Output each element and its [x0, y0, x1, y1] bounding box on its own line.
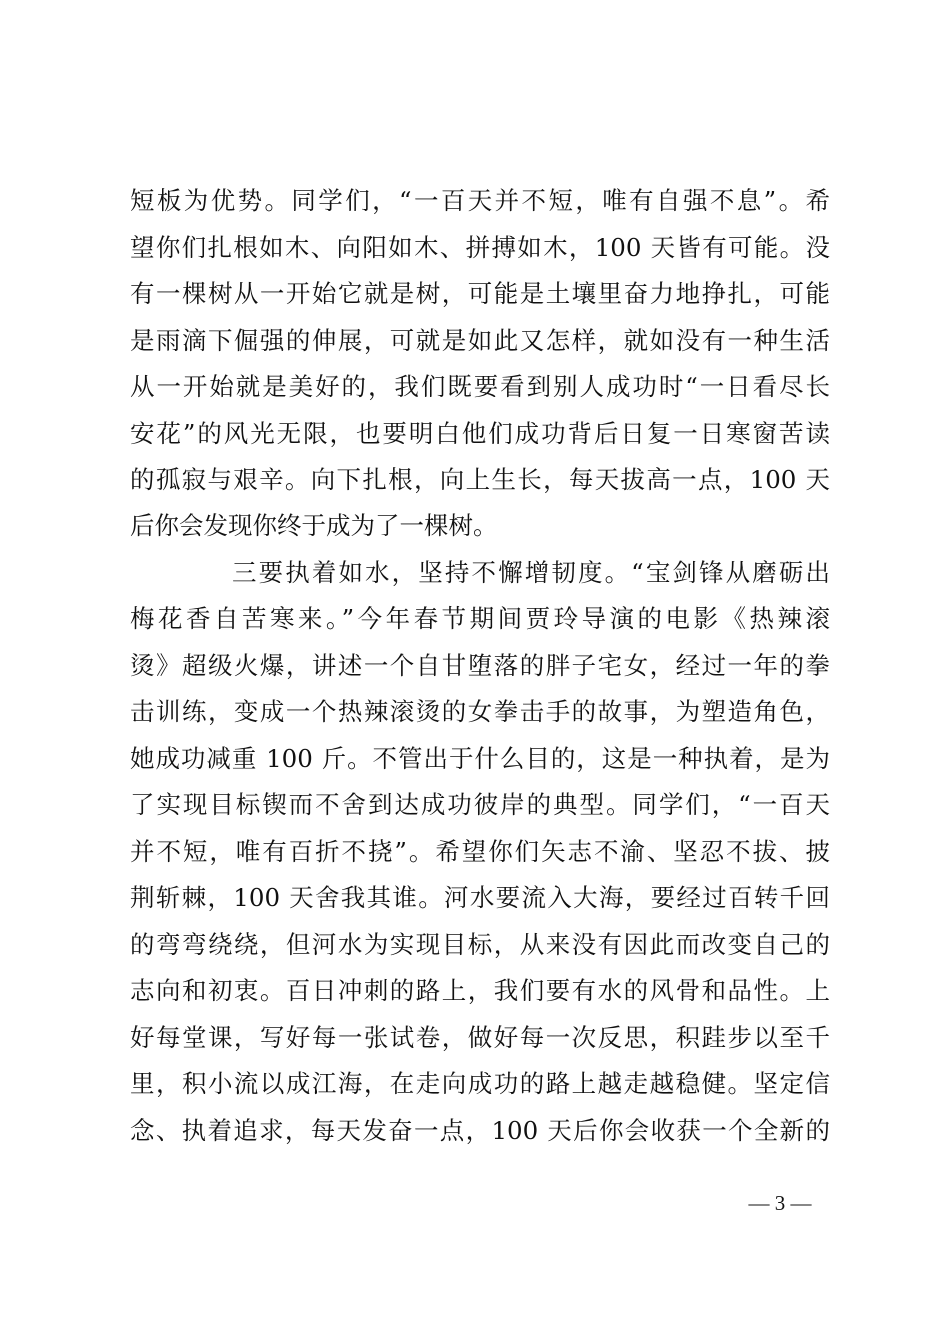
- text-line: 了实现目标锲而不舍到达成功彼岸的典型。同学们，“一百天: [130, 790, 830, 819]
- text-line: 从一开始就是美好的，我们既要看到别人成功时“一日看尽长: [130, 372, 830, 401]
- text-line: 梅花香自苦寒来。”今年春节期间贾玲导演的电影《热辣滚: [130, 604, 830, 633]
- text-line: 她成功减重 100 斤。不管出于什么目的，这是一种执着，是为: [130, 744, 830, 773]
- text-line: 荆斩棘，100 天舍我其谁。河水要流入大海，要经过百转千回: [130, 883, 830, 912]
- text-line: 望你们扎根如木、向阳如木、拼搏如木，100 天皆有可能。没: [130, 233, 830, 262]
- text-line: 的孤寂与艰辛。向下扎根，向上生长，每天拔高一点，100 天: [130, 465, 830, 494]
- text-line: 烫》超级火爆，讲述一个自甘堕落的胖子宅女，经过一年的拳: [130, 651, 830, 680]
- text-line: 击训练，变成一个热辣滚烫的女拳击手的故事，为塑造角色，: [130, 697, 830, 726]
- text-line: 的弯弯绕绕，但河水为实现目标，从来没有因此而改变自己的: [130, 930, 830, 959]
- text-line: 志向和初衷。百日冲刺的路上，我们要有水的风骨和品性。上: [130, 976, 830, 1005]
- text-line: 念、执着追求，每天发奋一点，100 天后你会收获一个全新的: [130, 1116, 830, 1145]
- paragraph-start-line: 三要执着如水，坚持不懈增韧度。“宝剑锋从磨砺出: [232, 558, 830, 587]
- text-line: 有一棵树从一开始它就是树，可能是土壤里奋力地挣扎，可能: [130, 279, 830, 308]
- text-line: 里，积小流以成江海，在走向成功的路上越走越稳健。坚定信: [130, 1069, 830, 1098]
- text-line: 是雨滴下倔强的伸展，可就是如此又怎样，就如没有一种生活: [130, 326, 830, 355]
- text-line: 安花”的风光无限，也要明白他们成功背后日复一日寒窗苦读: [130, 419, 830, 448]
- text-line: 短板为优势。同学们，“一百天并不短，唯有自强不息”。希: [130, 186, 830, 215]
- page-number: — 3 —: [748, 1191, 812, 1215]
- text-line: 好每堂课，写好每一张试卷，做好每一次反思，积跬步以至千: [130, 1023, 830, 1052]
- text-line: 并不短，唯有百折不挠”。希望你们矢志不渝、坚忍不拔、披: [130, 837, 830, 866]
- text-line: 后你会发现你终于成为了一棵树。: [130, 511, 498, 540]
